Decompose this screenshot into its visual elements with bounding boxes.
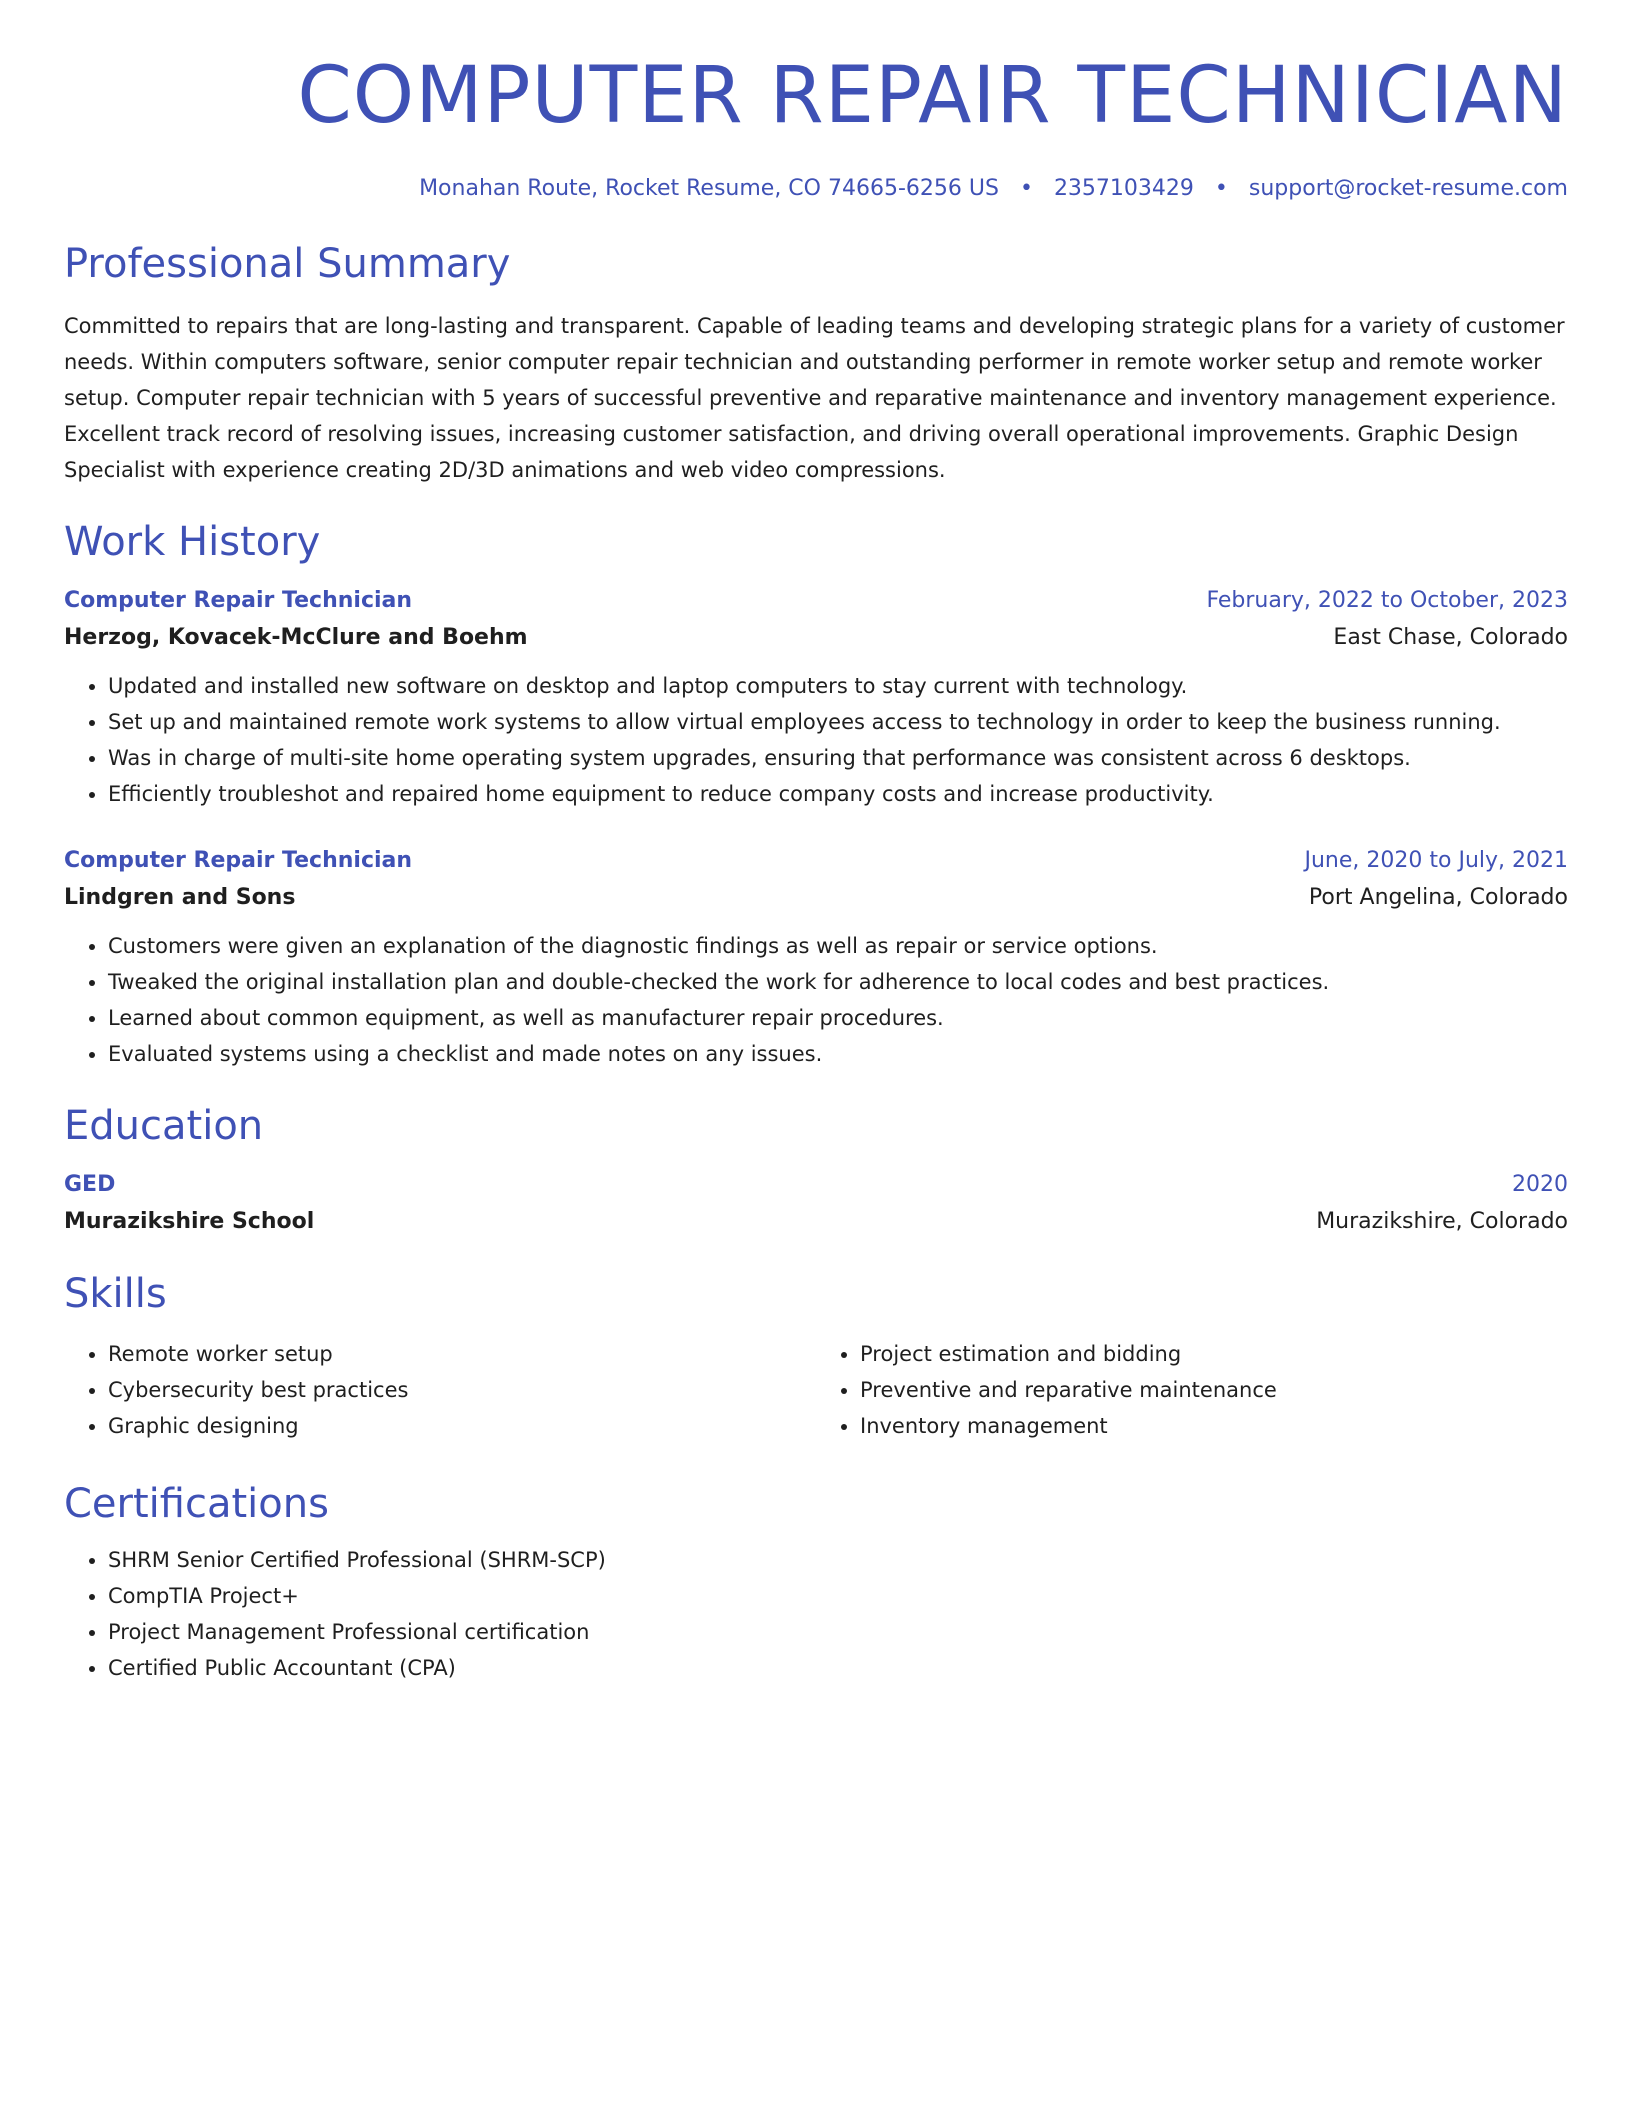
job-dates: June, 2020 to July, 2021 xyxy=(1304,848,1568,874)
job-entry xyxy=(64,588,1568,812)
skill-item: • Project estimation and bidding xyxy=(860,1336,1568,1372)
skill-item: • Cybersecurity best practices xyxy=(108,1372,816,1408)
job-bullet: • Updated and installed new software on desktop and laptop computers to stay current with technology. xyxy=(108,668,1568,704)
job-bullet: • Was in charge of multi-site home operating system upgrades, ensuring that performance was consistent across 6 desktops. xyxy=(108,740,1568,776)
school-name: Murazikshire School xyxy=(64,1209,315,1235)
skills-grid xyxy=(64,1336,1568,1444)
job-location: East Chase, Colorado xyxy=(1333,625,1568,651)
job-title: Computer Repair Technician xyxy=(64,588,413,614)
job-bullet: • Evaluated systems using a checklist and made notes on any issues. xyxy=(108,1036,1568,1072)
job-bullets xyxy=(64,668,1568,812)
graduation-year: 2020 xyxy=(1512,1172,1568,1198)
job-bullet: • Efficiently troubleshot and repaired home equipment to reduce company costs and increase productivity. xyxy=(108,776,1568,812)
school-row xyxy=(64,1209,1568,1234)
contact-line xyxy=(64,174,1568,205)
section-title-certifications: Certifications xyxy=(64,1481,329,1528)
job-title: Computer Repair Technician xyxy=(64,848,413,874)
work-history-section xyxy=(64,518,1568,1072)
job-bullets xyxy=(64,928,1568,1072)
summary-section xyxy=(64,240,1568,488)
certifications-section xyxy=(64,1480,1568,1686)
email-link[interactable]: support@rocket-resume.com xyxy=(1248,175,1568,201)
resume-header xyxy=(64,0,1568,204)
company-row xyxy=(64,885,1568,910)
separator-dot: • xyxy=(1019,175,1033,201)
company-row xyxy=(64,625,1568,650)
skill-item: • Graphic designing xyxy=(108,1408,816,1444)
job-entry xyxy=(64,848,1568,1072)
education-header-row xyxy=(64,1172,1568,1197)
skills-section xyxy=(64,1270,1568,1444)
separator-dot: • xyxy=(1214,175,1228,201)
job-header-row xyxy=(64,588,1568,613)
certification-item: • Certified Public Accountant (CPA) xyxy=(108,1650,1568,1686)
address-text: Monahan Route, Rocket Resume, CO 74665-6256 US xyxy=(419,175,999,201)
skills-column-right xyxy=(816,1336,1568,1444)
section-title-skills: Skills xyxy=(64,1271,167,1318)
skills-column-left xyxy=(64,1336,816,1444)
candidate-title: COMPUTER REPAIR TECHNICIAN xyxy=(297,51,1568,141)
job-bullet: • Learned about common equipment, as well as manufacturer repair procedures. xyxy=(108,1000,1568,1036)
section-title-education: Education xyxy=(64,1103,264,1150)
school-location: Murazikshire, Colorado xyxy=(1316,1209,1568,1235)
certification-item: • Project Management Professional certification xyxy=(108,1614,1568,1650)
certifications-list xyxy=(64,1542,1568,1686)
job-header-row xyxy=(64,848,1568,873)
skill-item: • Remote worker setup xyxy=(108,1336,816,1372)
skill-item: • Inventory management xyxy=(860,1408,1568,1444)
skill-item: • Preventive and reparative maintenance xyxy=(860,1372,1568,1408)
company-name: Herzog, Kovacek-McClure and Boehm xyxy=(64,625,528,651)
section-title-work-history: Work History xyxy=(64,519,321,566)
summary-paragraph: Committed to repairs that are long-lasting and transparent. Capable of leading teams and developing strategic plans for a variety of customer needs. Within computers software, senior computer repair technician and outstanding performer in remote worker setup and remote worker setup. Computer repair technician with 5 years of successful preventive and reparative maintenance and inventory management experience. Excellent track record of resolving issues, increasing customer satisfaction, and driving overall operational improvements. Graphic Design Specialist with experience creating 2D/3D animations and web video compressions. xyxy=(64,314,1565,483)
section-title-summary: Professional Summary xyxy=(64,241,511,288)
company-name: Lindgren and Sons xyxy=(64,885,296,911)
certification-item: • CompTIA Project+ xyxy=(108,1578,1568,1614)
phone-text: 2357103429 xyxy=(1053,175,1194,201)
job-bullet: • Customers were given an explanation of the diagnostic findings as well as repair or service options. xyxy=(108,928,1568,964)
degree-name: GED xyxy=(64,1172,116,1198)
job-bullet: • Set up and maintained remote work systems to allow virtual employees access to technology in order to keep the business running. xyxy=(108,704,1568,740)
job-dates: February, 2022 to October, 2023 xyxy=(1206,588,1568,614)
education-section xyxy=(64,1102,1568,1234)
education-entry xyxy=(64,1172,1568,1234)
certification-item: • SHRM Senior Certified Professional (SHRM-SCP) xyxy=(108,1542,1568,1578)
job-bullet: • Tweaked the original installation plan and double-checked the work for adherence to local codes and best practices. xyxy=(108,964,1568,1000)
job-location: Port Angelina, Colorado xyxy=(1308,885,1568,911)
